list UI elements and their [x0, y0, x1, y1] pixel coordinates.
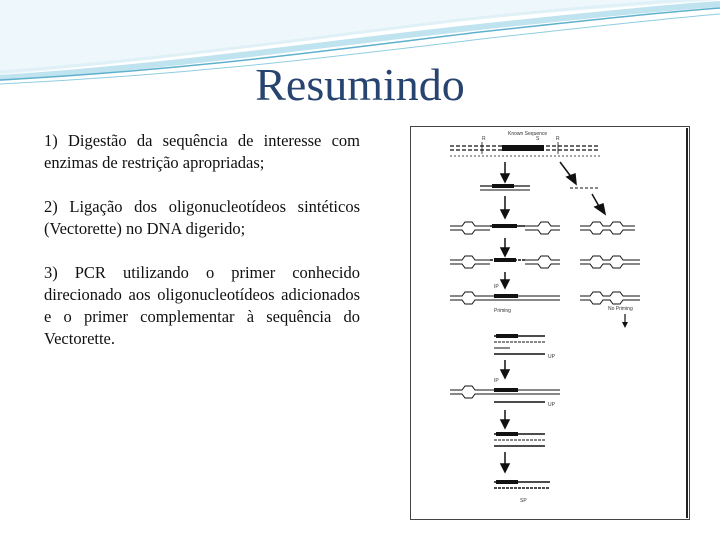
summary-item-pcr: 3) PCR utilizando o primer conhecido direcionado aos oligonucleotídeos adicionados e o primer complementar à sequência do Vectorette.: [44, 263, 360, 348]
label-s: S: [536, 136, 540, 142]
vectorette-pcr-diagram: [410, 126, 690, 520]
label-known-sequence: Known Sequence: [508, 131, 548, 137]
slide-title: Resumindo: [255, 59, 465, 110]
label-no-priming: No Priming: [608, 306, 633, 312]
summary-item-ligation: 2) Ligação dos oligonucleotídeos sintéticos (Vectorette) no DNA digerido;: [44, 197, 360, 238]
summary-list: [44, 130, 360, 372]
label-r-right: R: [556, 136, 560, 142]
label-up-2: UP: [548, 402, 555, 408]
label-sp: SP: [520, 498, 527, 504]
label-r-left: R: [482, 136, 486, 142]
label-ip-lower: IP: [494, 378, 499, 384]
label-up-1: UP: [548, 354, 555, 360]
label-priming: Priming: [494, 308, 511, 314]
summary-item-digestion: 1) Digestão da sequência de interesse com enzimas de restrição apropriadas;: [44, 131, 360, 172]
label-ip: IP: [494, 284, 499, 290]
